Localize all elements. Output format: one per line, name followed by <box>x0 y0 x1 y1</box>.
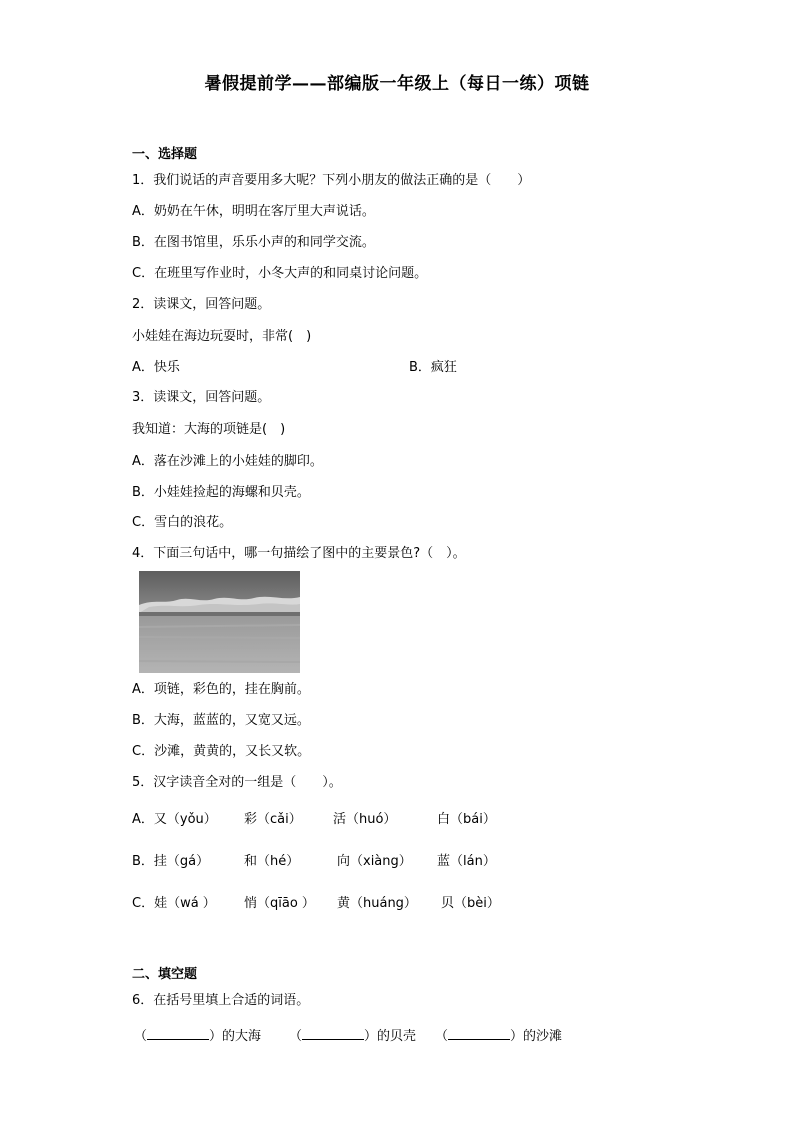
question-2-option-a: A．快乐 <box>132 360 180 375</box>
question-4-option-a: A．项链，彩色的，挂在胸前。 <box>132 682 310 697</box>
question-1-option-a: A．奶奶在午休，明明在客厅里大声说话。 <box>132 204 375 219</box>
pinyin-item: A．又（yǒu） <box>132 812 217 827</box>
fill-blank-item: （ ）的沙滩 <box>435 1029 563 1044</box>
question-3-sub: 我知道：大海的项链是( ) <box>132 422 286 437</box>
question-6-stem: 6．在括号里填上合适的词语。 <box>132 993 310 1008</box>
question-5-stem: 5．汉字读音全对的一组是（ ）。 <box>132 775 342 790</box>
pinyin-item: 蓝（lán） <box>437 854 496 869</box>
question-1-option-b: B．在图书馆里，乐乐小声的和同学交流。 <box>132 235 375 250</box>
pinyin-item: C．娃（wá ） <box>132 896 216 911</box>
question-2-stem: 2．读课文，回答问题。 <box>132 297 271 312</box>
pinyin-item: 向（xiàng） <box>337 854 412 869</box>
pinyin-item: 贝（bèi） <box>441 896 500 911</box>
answer-blank[interactable] <box>302 1027 364 1040</box>
question-4-stem: 4．下面三句话中，哪一句描绘了图中的主要景色?（ ）。 <box>132 546 466 561</box>
pinyin-item: 和（hé） <box>244 854 300 869</box>
question-4-option-c: C．沙滩，黄黄的，又长又软。 <box>132 744 311 759</box>
question-1-option-c: C．在班里写作业时，小冬大声的和同桌讨论问题。 <box>132 266 428 281</box>
pinyin-item: 黄（huáng） <box>337 896 417 911</box>
question-4-option-b: B．大海，蓝蓝的，又宽又远。 <box>132 713 310 728</box>
section-heading-choice: 一、选择题 <box>132 147 198 162</box>
pinyin-item: 彩（cǎi） <box>244 812 302 827</box>
fill-blank-item: （ ）的贝壳 <box>289 1029 417 1044</box>
pinyin-item: 悄（qīāo ） <box>244 896 315 911</box>
fill-blank-item: （ ）的大海 <box>134 1029 262 1044</box>
page-title: 暑假提前学——部编版一年级上（每日一练）项链 <box>204 74 590 94</box>
sea-photo <box>139 571 300 673</box>
question-3-option-b: B．小娃娃捡起的海螺和贝壳。 <box>132 485 310 500</box>
question-1-stem: 1．我们说话的声音要用多大呢？下列小朋友的做法正确的是（ ） <box>132 173 531 188</box>
question-3-stem: 3．读课文，回答问题。 <box>132 390 271 405</box>
question-3-option-c: C．雪白的浪花。 <box>132 515 233 530</box>
question-2-sub: 小娃娃在海边玩耍时，非常( ) <box>132 329 312 344</box>
question-3-option-a: A．落在沙滩上的小娃娃的脚印。 <box>132 454 323 469</box>
pinyin-item: 白（bái） <box>437 812 496 827</box>
question-2-option-b: B．疯狂 <box>409 360 457 375</box>
pinyin-item: B．挂（gá） <box>132 854 210 869</box>
answer-blank[interactable] <box>448 1027 510 1040</box>
answer-blank[interactable] <box>147 1027 209 1040</box>
section-heading-fill: 二、填空题 <box>132 967 198 982</box>
pinyin-item: 活（huó） <box>333 812 397 827</box>
